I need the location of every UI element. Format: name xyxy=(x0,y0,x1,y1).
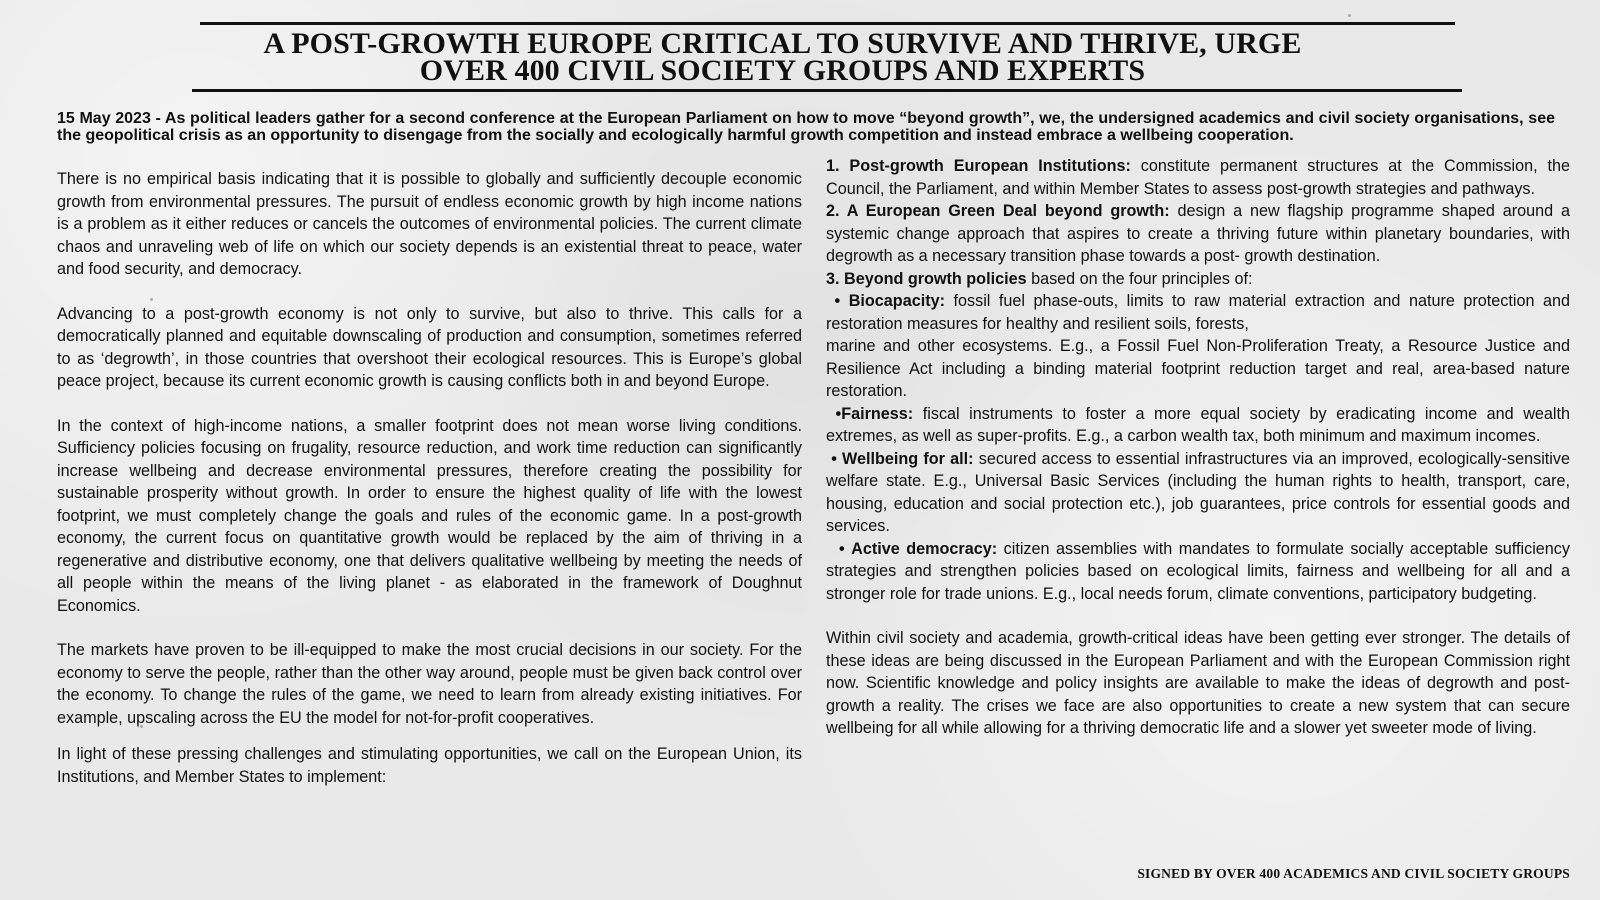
principle-bullet-4-text: citizen assemblies with mandates to formulate socially acceptable sufficiency strategies and strengthen policies based on ecological limits, fairness and wellbeing for all and a stronger role for trade unions. E.g., local needs forum, climate conventions, participatory budgeting. xyxy=(826,539,1570,603)
paper-speck xyxy=(140,725,143,728)
bullet-dot-icon: • xyxy=(826,404,842,423)
principle-bullet-3-text: secured access to essential infrastructures via an improved, ecologically-sensitive welfare state. E.g., Universal Basic Services (including the human rights to health, transport, care, housing, education and social protection etc.), job guarantees, price controls for essential goods and services. xyxy=(826,449,1570,535)
demand-item-1 xyxy=(826,155,1570,200)
right-column xyxy=(826,155,1570,740)
principle-bullet-1-text: fossil fuel phase-outs, limits to raw material extraction and nature protection and restoration measures for healthy and resilient soils, forests, xyxy=(826,292,1570,333)
demand-item-1-label: 1. Post-growth European Institutions: xyxy=(826,157,1131,175)
bullet-dot-icon: • xyxy=(826,449,843,468)
demand-item-3-text: based on the four principles of: xyxy=(1026,269,1253,288)
closing-paragraph: Within civil society and academia, growth-critical ideas have been getting ever stronger. The details of these ideas are being discussed in the European Parliament and with the European Commission right now. Scientific knowledge and policy insights are available to make the ideas of degrowth and post-growth a reality. The crises we face are also opportunities to create a new system that can secure wellbeing for all while allowing for a thriving democratic life and a slower yet sweeter mode of living. xyxy=(826,629,1570,737)
principle-bullet-1-label: Biocapacity: xyxy=(848,292,945,310)
demand-item-2 xyxy=(826,200,1570,268)
principle-bullet-2-text: fiscal instruments to foster a more equal society by eradicating income and wealth extremes, as well as super-profits. E.g., a carbon wealth tax, both minimum and maximum incomes. xyxy=(826,404,1570,445)
demand-item-1-text: constitute permanent structures at the Commission, the Council, the Parliament, and within Member States to assess post-growth strategies and pathways. xyxy=(826,157,1570,198)
demand-item-3-label: 3. Beyond growth policies xyxy=(826,269,1027,288)
paper-speck xyxy=(1440,545,1443,548)
principle-bullet-4 xyxy=(826,538,1570,606)
left-paragraph-5: In light of these pressing challenges and stimulating opportunities, we call on the European Union, its Institutions, and Member States to implement: xyxy=(57,745,802,786)
paper-speck xyxy=(1056,302,1059,305)
paper-speck xyxy=(150,298,153,301)
lede-paragraph: 15 May 2023 - As political leaders gather for a second conference at the European Parliament on how to move “beyond growth”, we, the undersigned academics and civil society organisations, see the geopolitical crisis as an opportunity to disengage from the socially and ecologically harmful growth competition and instead embrace a wellbeing cooperation. xyxy=(57,110,1555,144)
title-line-1: A POST-GROWTH EUROPE CRITICAL TO SURVIVE AND THRIVE, URGE xyxy=(263,27,1302,60)
principle-bullet-4-label: Active democracy: xyxy=(851,539,998,558)
principle-bullet-3 xyxy=(826,448,1570,538)
principle-bullet-2 xyxy=(826,403,1570,448)
page-title xyxy=(160,27,1405,87)
left-column xyxy=(57,168,802,788)
demand-item-3 xyxy=(826,268,1570,291)
title-bottom-rule xyxy=(192,89,1462,92)
demand-item-2-label: 2. A European Green Deal beyond growth: xyxy=(826,202,1170,220)
paper-speck xyxy=(585,648,588,651)
signed-by-footer: SIGNED BY OVER 400 ACADEMICS AND CIVIL SOCIETY GROUPS xyxy=(1137,866,1570,881)
principle-bullet-3-label: Wellbeing for all: xyxy=(842,449,974,468)
bullet-dot-icon: • xyxy=(826,539,852,558)
principle-bullet-1 xyxy=(826,290,1570,335)
principle-bullet-1-continuation: marine and other ecosystems. E.g., a Fossil Fuel Non-Proliferation Treaty, a Resource Justice and Resilience Act including a binding material footprint reduction target and real, area-based nature restoration. xyxy=(826,337,1570,400)
left-paragraph-4: The markets have proven to be ill-equipped to make the most crucial decisions in our society. For the economy to serve the people, rather than the other way around, people must be given back control over the economy. To change the rules of the game, we need to learn from already existing initiatives. For example, upscaling across the EU the model for not-for-profit cooperatives. xyxy=(57,641,802,727)
left-paragraph-2: Advancing to a post-growth economy is not only to survive, but also to thrive. This calls for a democratically planned and equitable downscaling of production and consumption, sometimes referred to as ‘degrowth’, in those countries that overshoot their ecological resources. This is Europe’s global peace project, because its current economic growth is causing conflicts both in and beyond Europe. xyxy=(57,304,802,390)
left-paragraph-1: There is no empirical basis indicating that it is possible to globally and sufficiently decouple economic growth from environmental pressures. The pursuit of endless economic growth by high income nations is a problem as it either reduces or cancels the outcomes of environmental policies. The current climate chaos and unraveling web of life on which our society depends is an existential threat to peace, water and food security, and democracy. xyxy=(57,170,802,278)
title-top-rule xyxy=(200,22,1455,25)
left-paragraph-3: In the context of high-income nations, a smaller footprint does not mean worse living conditions. Sufficiency policies focusing on frugality, resource reduction, and work time reduction can significantly increase wellbeing and decrease environmental pressures, therefore creating the possibility for sustainable prosperity without growth. In order to ensure the highest quality of life with the lowest footprint, we must completely change the goals and rules of the economic game. In a post-growth economy, the current focus on quantitative growth would be replaced by the aim of thriving in a regenerative and distributive economy, one that delivers qualitative wellbeing by meeting the needs of all people within the means of the living planet - as elaborated in the framework of Doughnut Economics. xyxy=(57,416,802,615)
paper-speck xyxy=(1348,14,1351,17)
demand-item-2-text: design a new flagship programme shaped around a systemic change approach that aspires to create a thriving future within planetary boundaries, with degrowth as a necessary transition phase towards a post- growth destination. xyxy=(826,202,1571,265)
principle-bullet-2-label: Fairness: xyxy=(841,404,914,423)
title-line-2: OVER 400 CIVIL SOCIETY GROUPS AND EXPERTS xyxy=(419,54,1146,87)
bullet-dot-icon: • xyxy=(826,292,849,310)
